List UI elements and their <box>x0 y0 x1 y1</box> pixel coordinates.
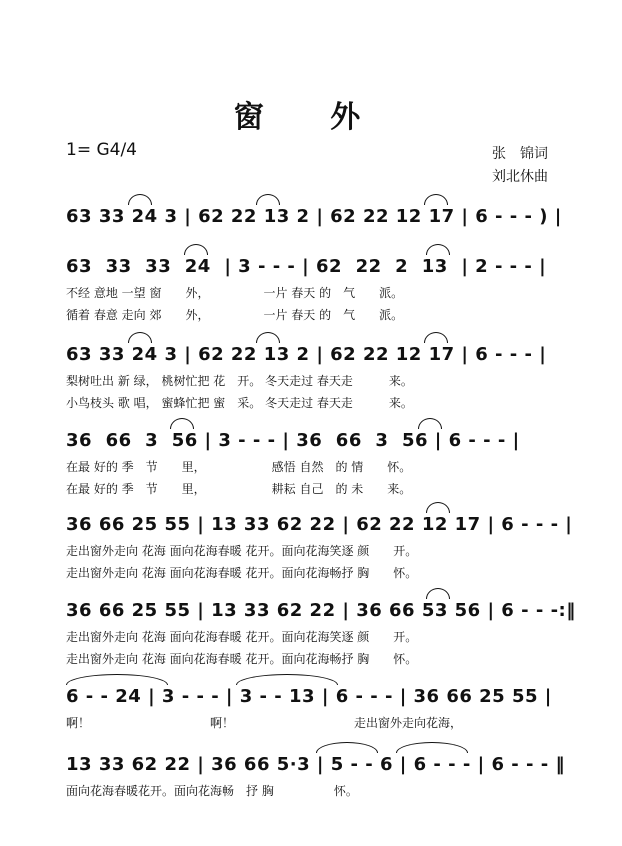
lyric-verse-2: 在最 好的 季 节 里， 耕耘 自己 的 未 来。 <box>66 482 412 496</box>
score-line-1 <box>66 204 562 230</box>
notes-line: 36 66 25 55 | 13 33 62 22 | 62 22 12 17 | 6 - - - | <box>66 512 556 538</box>
lyric-line: 面向花海春暖花开。面向花海畅 抒 胸 怀。 <box>66 784 358 798</box>
key-signature: 1= G4/4 <box>66 140 137 160</box>
notes-line: 63 33 33 24 | 3 - - - | 62 22 2 13 | 2 - - - | <box>66 254 556 280</box>
lyric-verse-1: 不经 意地 一望 窗 外， 一片 春天 的 气 派。 <box>66 286 404 300</box>
song-title: 窗 外 <box>233 100 389 135</box>
lyric-verse-2: 循着 春意 走向 郊 外， 一片 春天 的 气 派。 <box>66 308 404 322</box>
lyric-verse-2: 走出窗外走向 花海 面向花海春暖 花开。面向花海畅抒 胸 怀。 <box>66 566 418 580</box>
notes-line: 36 66 25 55 | 13 33 62 22 | 36 66 53 56 | 6 - - -:‖ <box>66 598 556 624</box>
score-line-2 <box>66 254 556 324</box>
notes-line: 63 33 24 3 | 62 22 13 2 | 62 22 12 17 | 6 - - - ) | <box>66 204 556 230</box>
composer-credit: 刘北休曲 <box>492 169 548 185</box>
lyric-verse-1: 走出窗外走向 花海 面向花海春暖 花开。面向花海笑逐 颜 开。 <box>66 630 418 644</box>
lyric-verse-1: 在最 好的 季 节 里， 感悟 自然 的 情 怀。 <box>66 460 412 474</box>
lyric-verse-2: 走出窗外走向 花海 面向花海春暖 花开。面向花海畅抒 胸 怀。 <box>66 652 418 666</box>
lyric-verse-2: 小鸟枝头 歌 唱， 蜜蜂忙把 蜜 采。 冬天走过 春天走 来。 <box>66 396 413 410</box>
score-line-5 <box>66 512 573 582</box>
notes-line: 13 33 62 22 | 36 66 5·3 | 5 - - 6 | 6 - - - | 6 - - - ‖ <box>66 752 556 778</box>
lyric-line: 啊！ 啊！ 走出窗外走向花海， <box>66 716 463 730</box>
score-line-7 <box>66 684 556 732</box>
notes-line: 36 66 3 56 | 3 - - - | 36 66 3 56 | 6 - - - | <box>66 428 556 454</box>
notes-line: 6 - - 24 | 3 - - - | 3 - - 13 | 6 - - - | 36 66 25 55 | <box>66 684 556 710</box>
lyricist-credit: 张 锦词 <box>492 146 548 162</box>
score-line-6 <box>66 598 576 668</box>
score-line-4 <box>66 428 556 498</box>
lyric-verse-1: 走出窗外走向 花海 面向花海春暖 花开。面向花海笑逐 颜 开。 <box>66 544 418 558</box>
score-line-8 <box>66 752 565 800</box>
score-line-3 <box>66 342 556 412</box>
notes-line: 63 33 24 3 | 62 22 13 2 | 62 22 12 17 | 6 - - - | <box>66 342 556 368</box>
lyric-verse-1: 梨树吐出 新 绿， 桃树忙把 花 开。 冬天走过 春天走 来。 <box>66 374 413 388</box>
